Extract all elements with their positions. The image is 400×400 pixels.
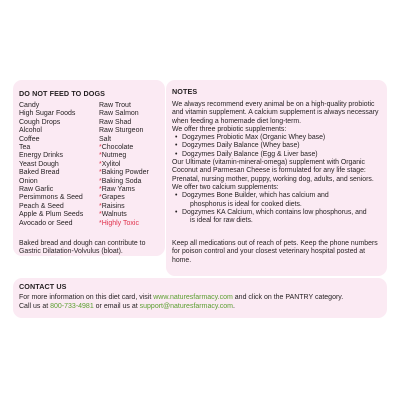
food-item: Persimmons & Seed bbox=[19, 194, 83, 202]
do-not-feed-card bbox=[13, 80, 165, 256]
food-item: Baked Bread bbox=[19, 169, 60, 177]
contact-heading: CONTACT US bbox=[19, 282, 67, 291]
food-item: Energy Drinks bbox=[19, 152, 63, 160]
email-link[interactable]: support@naturesfarmacy.com bbox=[139, 303, 233, 310]
probiotic-item: • Dogzymes Probiotic Max (Organic Whey base) bbox=[172, 134, 384, 142]
probiotic-item: • Dogzymes Daily Balance (Egg & Liver base) bbox=[172, 151, 384, 159]
calcium-item: • Dogzymes KA Calcium, which contains low phosphorus, and bbox=[172, 209, 384, 217]
toxic-star-icon: * bbox=[99, 211, 102, 219]
food-item-label: Raw Trout bbox=[99, 102, 131, 109]
toxic-star-icon: * bbox=[99, 144, 102, 152]
contact-text: . bbox=[233, 303, 235, 310]
food-item: Onion bbox=[19, 177, 38, 185]
highly-toxic-legend bbox=[99, 220, 149, 228]
food-item bbox=[99, 127, 149, 135]
food-item-label: Raisins bbox=[101, 202, 125, 210]
notes-footer: Keep all medications out of reach of pets. Keep the phone numbers for poison control and your closest veterinary hospital posted at home. bbox=[172, 240, 378, 264]
food-item bbox=[99, 211, 149, 219]
food-item: Raw Garlic bbox=[19, 186, 54, 194]
food-item bbox=[99, 119, 149, 127]
probiotic-lead: We offer three probiotic supplements: bbox=[172, 125, 287, 133]
contact-line-website bbox=[19, 293, 343, 302]
food-item: Cough Drops bbox=[19, 118, 61, 126]
food-item-label: Salt bbox=[99, 135, 112, 143]
contact-text: For more information on this diet card, visit bbox=[19, 294, 154, 301]
contact-card bbox=[13, 278, 387, 318]
notes-body bbox=[172, 101, 384, 225]
food-item: Peach & Seed bbox=[19, 202, 64, 210]
food-item-label: Xylitol bbox=[101, 160, 121, 168]
do-not-feed-column-2 bbox=[99, 102, 149, 228]
food-item bbox=[99, 144, 149, 152]
food-item: Apple & Plum Seeds bbox=[19, 211, 84, 219]
toxic-star-icon: * bbox=[99, 202, 102, 210]
toxic-star-icon: * bbox=[99, 194, 102, 202]
food-item-label: Baking Powder bbox=[101, 169, 149, 177]
toxic-star-icon: * bbox=[99, 186, 102, 194]
food-item-label: Grapes bbox=[101, 194, 125, 202]
toxic-star-icon: * bbox=[99, 152, 102, 160]
food-item-label: Nutmeg bbox=[101, 152, 127, 160]
contact-body bbox=[19, 293, 343, 311]
probiotic-item: • Dogzymes Daily Balance (Whey base) bbox=[172, 142, 384, 150]
phone-link[interactable]: 800-733-4981 bbox=[50, 303, 94, 310]
food-item bbox=[99, 136, 149, 144]
toxic-star-icon: * bbox=[99, 219, 102, 227]
food-item bbox=[99, 203, 149, 211]
food-item bbox=[99, 161, 149, 169]
website-link[interactable]: www.naturesfarmacy.com bbox=[153, 294, 233, 301]
calcium-lead: We offer two calcium supplements: bbox=[172, 183, 279, 191]
toxic-star-icon: * bbox=[99, 169, 102, 177]
food-item bbox=[99, 152, 149, 160]
highly-toxic-label: Highly Toxic bbox=[101, 219, 139, 227]
contact-text: and click on the PANTRY category. bbox=[232, 294, 344, 301]
food-item bbox=[99, 178, 149, 186]
toxic-star-icon: * bbox=[99, 160, 102, 168]
food-item: Candy bbox=[19, 102, 40, 109]
notes-intro: We always recommend every animal be on a high-quality probiotic and vitamin supplement. A calcium supplement is always necessary when feeding a homemade diet long-term. bbox=[172, 101, 379, 125]
food-item-label: Raw Sturgeon bbox=[99, 127, 144, 135]
food-item: Tea bbox=[19, 144, 31, 152]
food-item: Alcohol bbox=[19, 127, 42, 135]
food-item: Coffee bbox=[19, 135, 40, 143]
notes-card bbox=[166, 80, 387, 276]
toxic-star-icon: * bbox=[99, 177, 102, 185]
food-item: High Sugar Foods bbox=[19, 110, 76, 118]
notes-heading: NOTES bbox=[172, 87, 198, 96]
food-item: Avocado or Seed bbox=[19, 219, 73, 227]
food-item: Yeast Dough bbox=[19, 160, 59, 168]
bloat-footnote: Baked bread and dough can contribute to Gastric Dilatation-Volvulus (bloat). bbox=[19, 240, 146, 256]
food-item-label: Raw Salmon bbox=[99, 110, 139, 118]
food-item-label: Baking Soda bbox=[101, 177, 142, 185]
food-item bbox=[99, 194, 149, 202]
food-item bbox=[99, 102, 149, 110]
contact-line-phone-email bbox=[19, 302, 343, 311]
food-item bbox=[99, 169, 149, 177]
contact-text: or email us at bbox=[93, 303, 140, 310]
food-item-label: Chocolate bbox=[101, 144, 134, 152]
calcium-item: • Dogzymes Bone Builder, which has calcium and bbox=[172, 192, 384, 200]
ultimate-supplement-text: Our Ultimate (vitamin-mineral-omega) supplement with Organic Coconut and Parmesan Cheese is formulated for any life stage: Prenatal, nursing mother, puppy, working dog, adults, and seniors. bbox=[172, 159, 374, 183]
food-item bbox=[99, 186, 149, 194]
food-item bbox=[99, 110, 149, 118]
do-not-feed-heading: DO NOT FEED TO DOGS bbox=[19, 89, 106, 98]
calcium-item-cont: is ideal for raw diets. bbox=[190, 217, 253, 225]
food-item-label: Raw Yams bbox=[101, 186, 135, 194]
contact-text: Call us at bbox=[19, 303, 51, 310]
food-item-label: Walnuts bbox=[101, 211, 127, 219]
food-item-label: Raw Shad bbox=[99, 118, 132, 126]
do-not-feed-column-1 bbox=[19, 102, 83, 228]
calcium-item-cont: phosphorus is ideal for cooked diets. bbox=[190, 200, 302, 208]
